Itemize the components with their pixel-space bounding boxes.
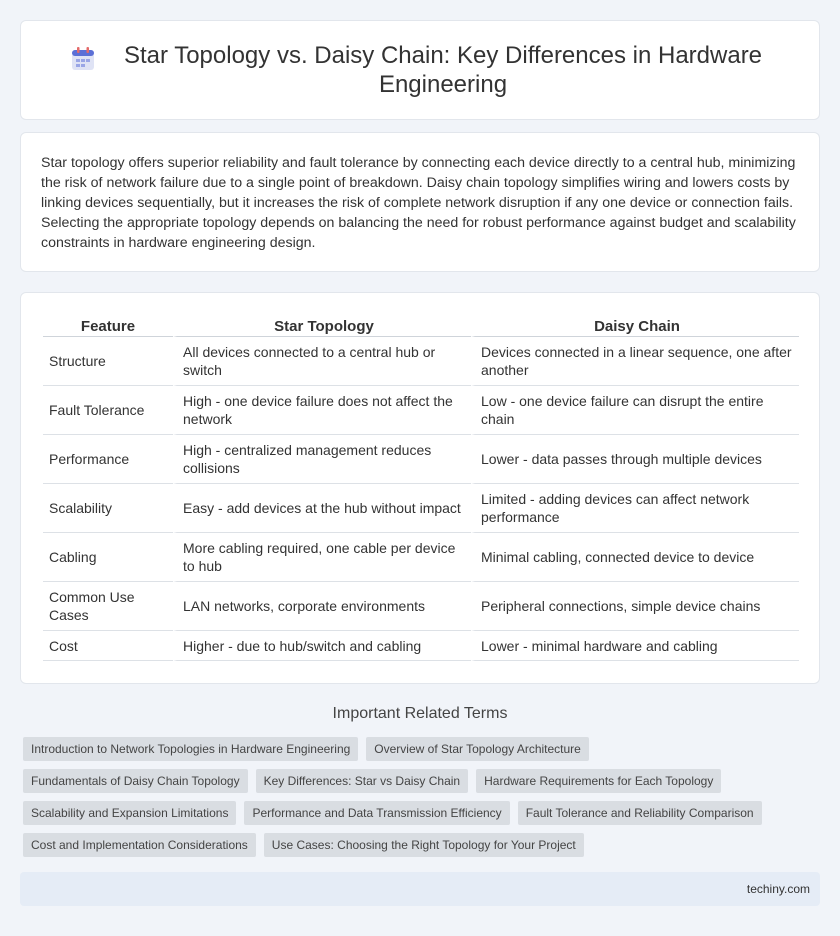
tag-row <box>23 769 823 793</box>
daisy-cell: Lower - minimal hardware and cabling <box>471 631 799 661</box>
comparison-table <box>43 311 799 661</box>
related-term-tag[interactable]: Scalability and Expansion Limitations <box>23 801 236 825</box>
related-term-tag[interactable]: Cost and Implementation Considerations <box>23 833 256 857</box>
feature-cell: Cabling <box>43 533 173 582</box>
daisy-cell: Limited - adding devices can affect network performance <box>471 484 799 533</box>
related-terms-title: Important Related Terms <box>332 705 508 722</box>
related-term-tag[interactable]: Performance and Data Transmission Efficiency <box>244 801 509 825</box>
daisy-cell: Lower - data passes through multiple devices <box>471 435 799 484</box>
tag-row <box>23 833 823 857</box>
feature-cell: Performance <box>43 435 173 484</box>
table-row <box>43 484 799 533</box>
table-row <box>43 337 799 386</box>
daisy-cell: Low - one device failure can disrupt the entire chain <box>471 386 799 435</box>
star-cell: Easy - add devices at the hub without impact <box>173 484 471 533</box>
comparison-card <box>20 292 820 684</box>
page-title: Star Topology vs. Daisy Chain: Key Differences in Hardware Engineering <box>123 42 763 98</box>
related-term-tag[interactable]: Key Differences: Star vs Daisy Chain <box>256 769 469 793</box>
star-cell: More cabling required, one cable per device to hub <box>173 533 471 582</box>
related-term-tag[interactable]: Introduction to Network Topologies in Hardware Engineering <box>23 737 358 761</box>
table-row <box>43 435 799 484</box>
intro-text: Star topology offers superior reliability and fault tolerance by connecting each device directly to a central hub, minimizing the risk of network failure due to a single point of breakdown. Daisy chain topology simplifies wiring and lowers costs by linking devices sequentially, but it increases the risk of complete network disruption if any one device or connection fails. Selecting the appropriate topology depends on balancing the need for robust performance against budget and scalability constraints in hardware engineering design. <box>41 155 796 251</box>
footer <box>20 872 820 906</box>
star-cell: High - centralized management reduces collisions <box>173 435 471 484</box>
table-header-row <box>43 311 799 337</box>
table-row <box>43 582 799 631</box>
table-row <box>43 386 799 435</box>
table-row <box>43 533 799 582</box>
feature-cell: Cost <box>43 631 173 661</box>
header-card <box>20 20 820 120</box>
star-cell: High - one device failure does not affect the network <box>173 386 471 435</box>
related-term-tag[interactable]: Fault Tolerance and Reliability Comparison <box>518 801 762 825</box>
tag-row <box>23 737 823 761</box>
related-term-tag[interactable]: Fundamentals of Daisy Chain Topology <box>23 769 248 793</box>
feature-cell: Fault Tolerance <box>43 386 173 435</box>
feature-cell: Common Use Cases <box>43 582 173 631</box>
table-header-daisy: Daisy Chain <box>471 311 799 337</box>
star-cell: LAN networks, corporate environments <box>173 582 471 631</box>
related-terms-list <box>23 737 823 865</box>
daisy-cell: Peripheral connections, simple device chains <box>471 582 799 631</box>
table-header-feature: Feature <box>43 311 173 337</box>
related-term-tag[interactable]: Overview of Star Topology Architecture <box>366 737 589 761</box>
daisy-cell: Minimal cabling, connected device to device <box>471 533 799 582</box>
related-term-tag[interactable]: Hardware Requirements for Each Topology <box>476 769 721 793</box>
intro-card <box>20 132 820 272</box>
table-row <box>43 631 799 661</box>
calendar-icon <box>70 46 96 72</box>
feature-cell: Structure <box>43 337 173 386</box>
star-cell: All devices connected to a central hub or switch <box>173 337 471 386</box>
star-cell: Higher - due to hub/switch and cabling <box>173 631 471 661</box>
feature-cell: Scalability <box>43 484 173 533</box>
daisy-cell: Devices connected in a linear sequence, one after another <box>471 337 799 386</box>
title-wrap <box>70 41 770 99</box>
tag-row <box>23 801 823 825</box>
related-term-tag[interactable]: Use Cases: Choosing the Right Topology for Your Project <box>264 833 584 857</box>
footer-site[interactable]: techiny.com <box>746 882 810 896</box>
table-header-star: Star Topology <box>173 311 471 337</box>
